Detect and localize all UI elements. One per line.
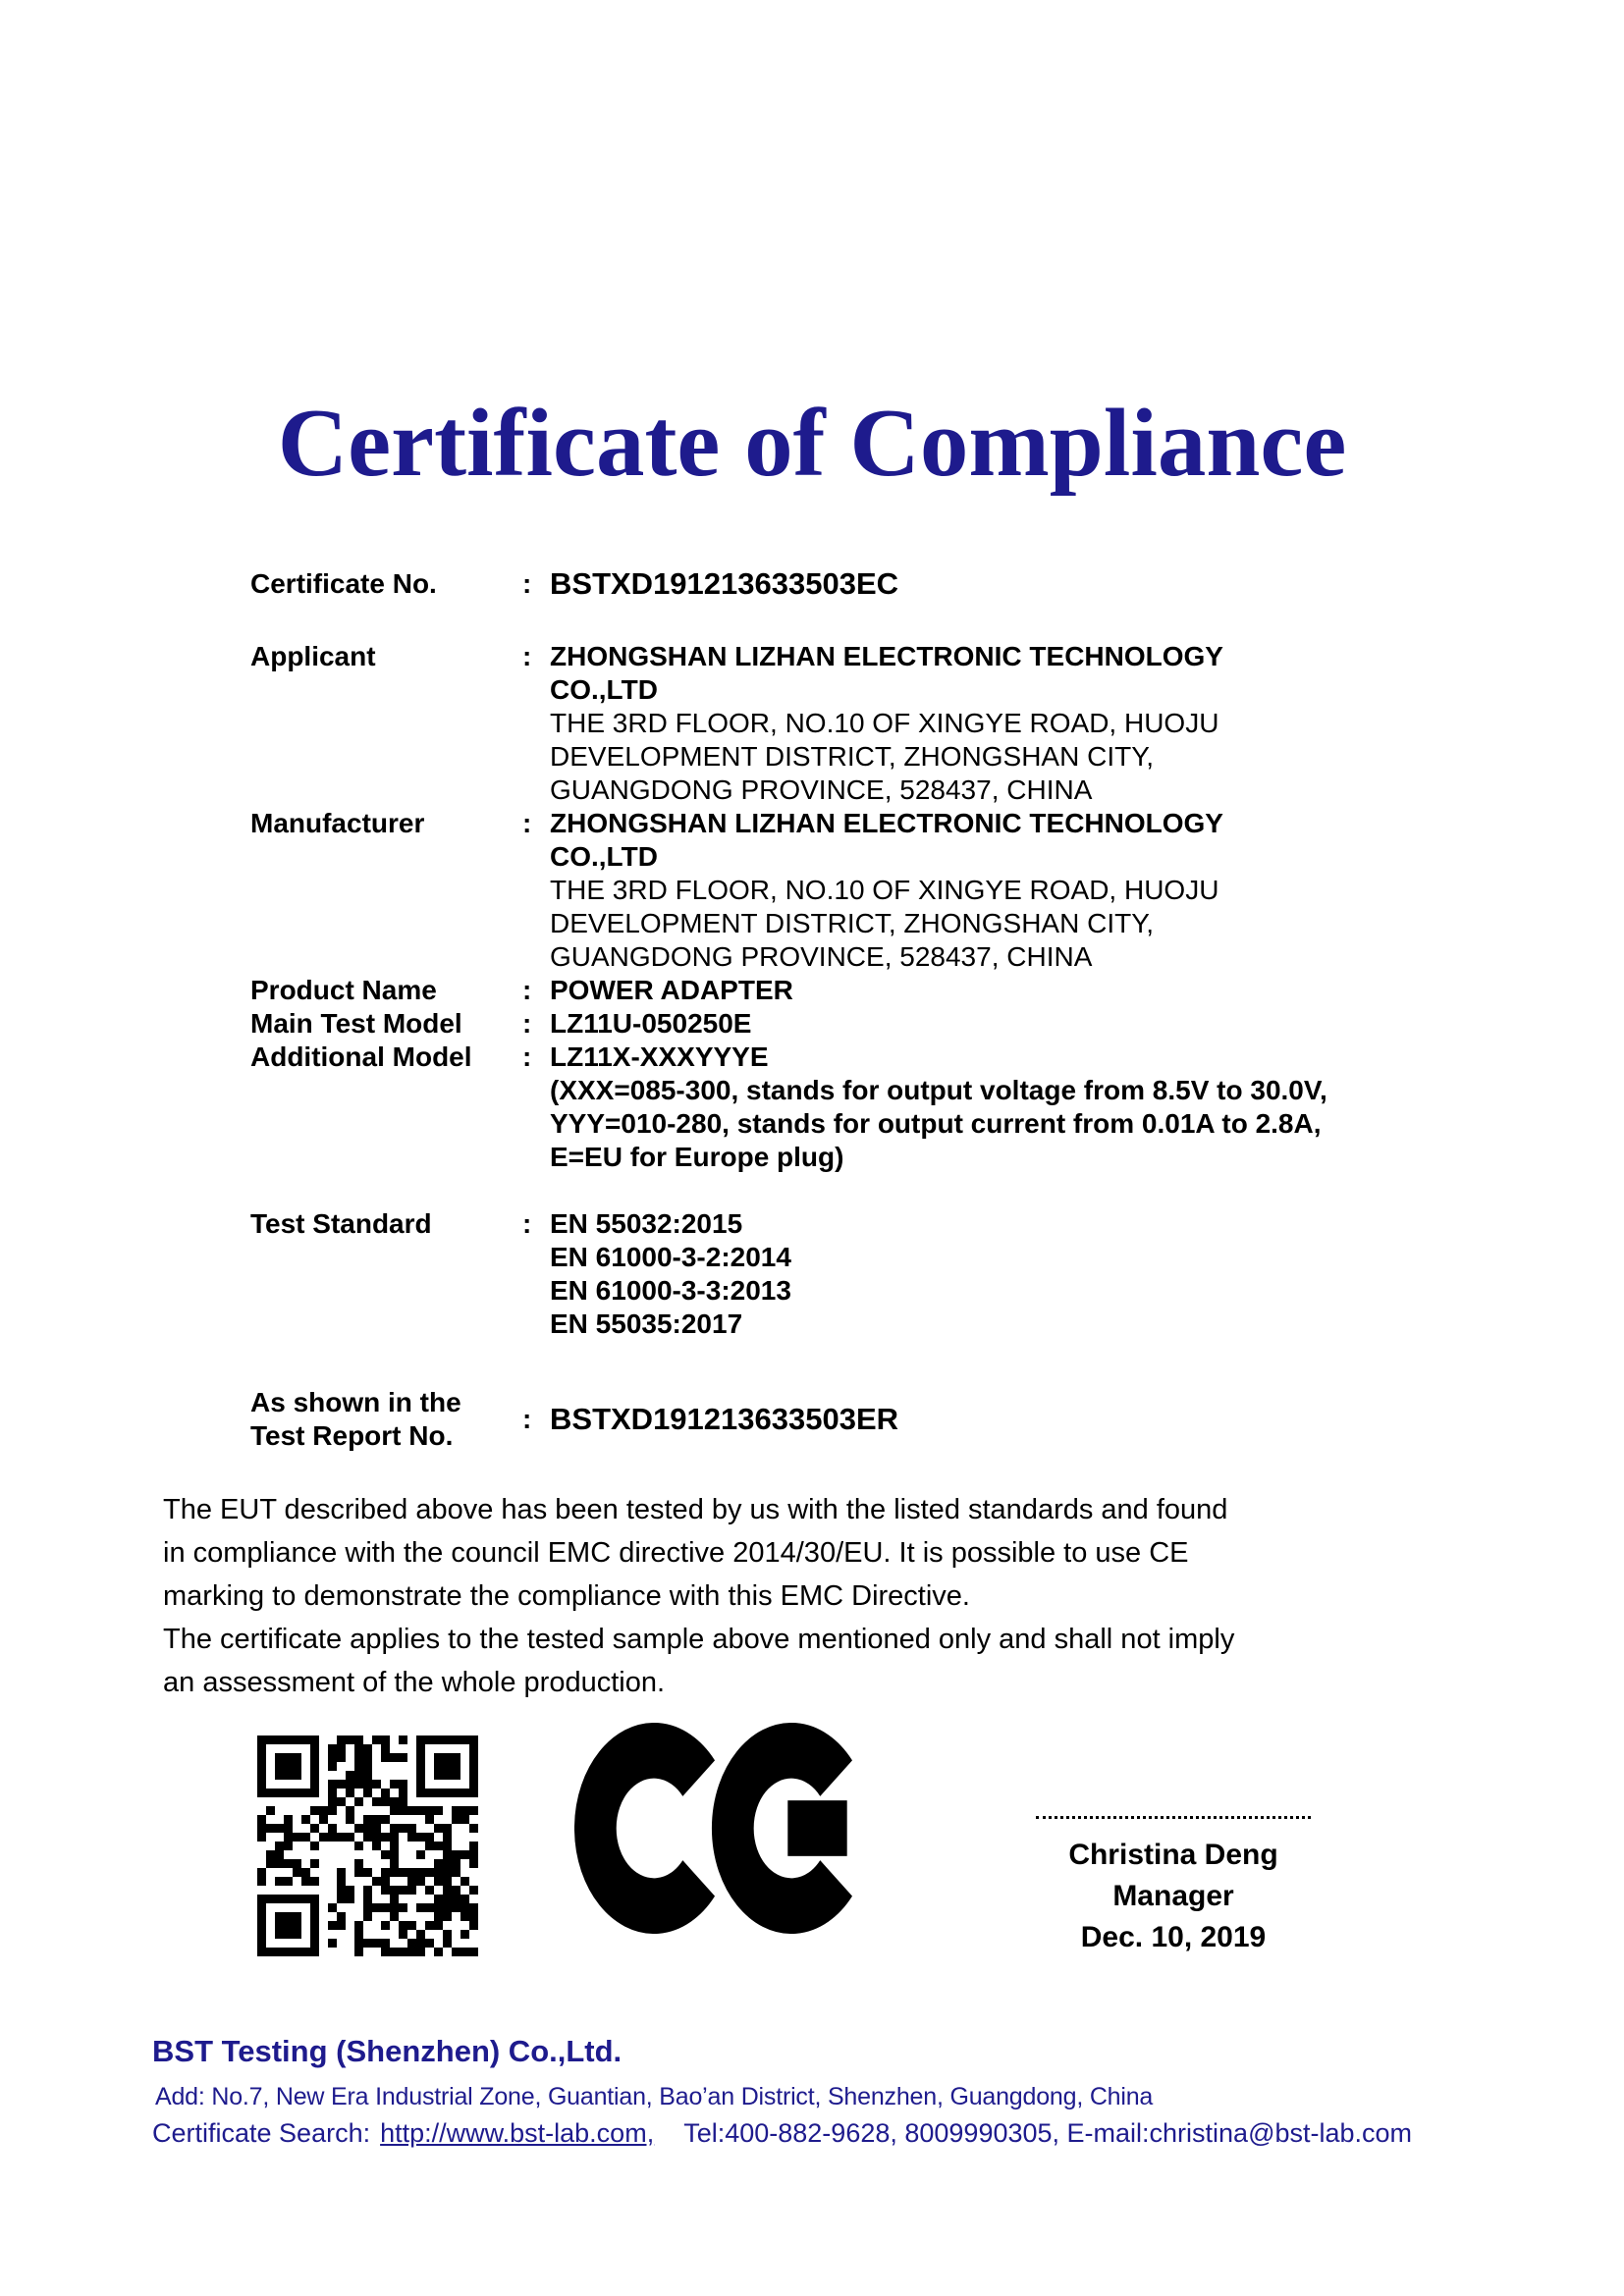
qr-code-icon: [257, 1735, 478, 1956]
field-value: BSTXD191213633503EC: [550, 566, 899, 601]
footer-company: BST Testing (Shenzhen) Co.,Ltd.: [152, 2034, 623, 2068]
body-line: in compliance with the council EMC directive 2014/30/EU. It is possible to use CE: [163, 1537, 1189, 1569]
field-value: LZ11U-050250E: [550, 1008, 752, 1039]
field-row: [250, 1207, 1545, 1341]
field-value: BSTXD191213633503ER: [550, 1402, 899, 1436]
field-row: [250, 1007, 1545, 1041]
field-value: ZHONGSHAN LIZHAN ELECTRONIC TECHNOLOGY CO.,LTD THE 3RD FLOOR, NO.10 OF XINGYE ROAD, HUOJU DEVELOPMENT DISTRICT, ZHONGSHAN CITY, GUANGDONG PROVINCE, 528437, CHINA: [550, 808, 1223, 972]
field-label: Manufacturer: [250, 808, 425, 838]
field-row: [250, 567, 1545, 601]
signature-name: Christina Deng: [1068, 1839, 1278, 1871]
field-colon: :: [522, 808, 532, 838]
signature-dotted-line: [1036, 1816, 1311, 1819]
field-colon: :: [522, 1008, 532, 1039]
field-label: Applicant: [250, 641, 376, 671]
field-colon: :: [522, 568, 532, 599]
field-row: [250, 640, 1545, 807]
footer-contact: Tel:400-882-9628, 8009990305, E-mail:christina@bst-lab.com: [683, 2118, 1413, 2148]
body-line: marking to demonstrate the compliance with this EMC Directive.: [163, 1580, 970, 1612]
field-colon: :: [522, 1208, 532, 1239]
body-line: The certificate applies to the tested sample above mentioned only and shall not imply: [163, 1624, 1235, 1655]
field-row: [250, 974, 1545, 1007]
body-line: The EUT described above has been tested by us with the listed standards and found: [163, 1494, 1228, 1525]
field-row: [250, 807, 1545, 974]
signature-date: Dec. 10, 2019: [1080, 1921, 1267, 1953]
field-label: Additional Model: [250, 1041, 472, 1072]
footer-search-row: [152, 2118, 1412, 2149]
signature-block: [1031, 1816, 1316, 1958]
field-row: [250, 1386, 1545, 1453]
field-label: Test Standard: [250, 1208, 432, 1239]
certificate-search-link[interactable]: http://www.bst-lab.com,: [380, 2118, 655, 2148]
field-colon: :: [522, 1041, 532, 1072]
field-value: ZHONGSHAN LIZHAN ELECTRONIC TECHNOLOGY CO.,LTD THE 3RD FLOOR, NO.10 OF XINGYE ROAD, HUOJU DEVELOPMENT DISTRICT, ZHONGSHAN CITY, GUANGDONG PROVINCE, 528437, CHINA: [550, 641, 1223, 805]
field-label: Main Test Model: [250, 1008, 462, 1039]
fields-table: [250, 567, 1545, 1453]
page-title: Certificate of Compliance: [277, 390, 1347, 497]
field-value: EN 55032:2015 EN 61000-3-2:2014 EN 61000-3-3:2013 EN 55035:2017: [550, 1208, 791, 1339]
field-label: Product Name: [250, 975, 437, 1005]
signature-role: Manager: [1112, 1880, 1234, 1912]
field-label: As shown in the Test Report No.: [250, 1387, 461, 1451]
field-colon: :: [522, 641, 532, 671]
body-line: an assessment of the whole production.: [163, 1667, 666, 1698]
field-row: [250, 1041, 1545, 1174]
field-value: POWER ADAPTER: [550, 975, 793, 1005]
field-value: LZ11X-XXXYYYE (XXX=085-300, stands for output voltage from 8.5V to 30.0V, YYY=010-280, stands for output current from 0.01A to 2.8A, E=EU for Europe plug): [550, 1041, 1327, 1172]
field-label: Certificate No.: [250, 568, 437, 599]
field-colon: :: [522, 975, 532, 1005]
footer-address: Add: No.7, New Era Industrial Zone, Guantian, Bao’an District, Shenzhen, Guangdong, China: [155, 2083, 1154, 2110]
ce-mark-icon: [574, 1723, 871, 1934]
certificate-search-label: Certificate Search:: [152, 2118, 371, 2148]
body-paragraph: [163, 1488, 1498, 1704]
field-colon: :: [522, 1404, 532, 1434]
